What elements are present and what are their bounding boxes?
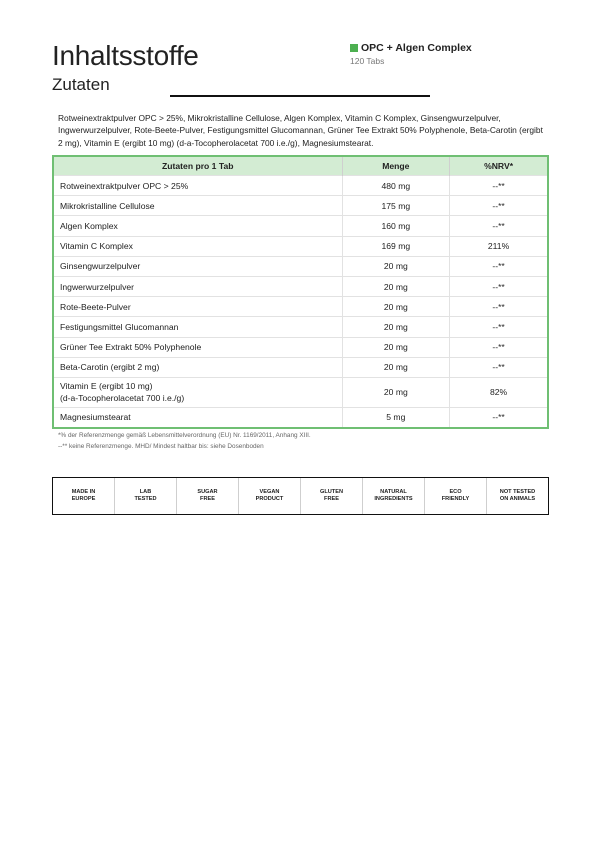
page-title: Inhaltsstoffe — [52, 40, 199, 71]
table-row — [53, 216, 548, 236]
quality-badge: MADE IN EUROPE — [71, 489, 96, 502]
ingredient-nrv: 211% — [450, 236, 548, 256]
ingredients-list: Rotweinextraktpulver OPC > 25%, Mikrokristalline Cellulose, Algen Komplex, Vitamin C Komplex, Ginsengwurzelpulver, Ingwerwurzelpulver, Rote-Beete-Pulver, Festigungsmittel Glucomannan, Grüner Tee Extrakt 50% Polyphenole, Beta-Carotin (ergibt 2 mg), Vitamin E (ergibt 10 mg) (d-a-Tocopherolacetat 700 i.e./g), Magnesiumstearat. — [58, 113, 543, 148]
quality-badge: NOT TESTED ON ANIMALS — [486, 478, 548, 514]
table-row — [53, 357, 548, 377]
ingredient-amount: 169 mg — [342, 236, 450, 256]
green-square-icon — [350, 44, 358, 52]
ingredient-name — [53, 297, 342, 317]
ingredients-table — [52, 155, 549, 429]
ingredient-nrv: --** — [450, 196, 548, 216]
ingredient-nrv: --** — [450, 256, 548, 276]
ingredient-nrv: --** — [450, 317, 548, 337]
title-divider — [170, 95, 430, 97]
table-row — [53, 236, 548, 256]
table-row — [53, 407, 548, 428]
product-quantity: 120 Tabs — [350, 56, 385, 66]
ingredient-name-text: Algen Komplex — [60, 220, 118, 231]
ingredient-name — [53, 236, 342, 256]
footnote-nrv: *% der Referenzmenge gemäß Lebensmittelverordnung (EU) Nr. 1169/2011, Anhang XIII. — [58, 432, 311, 439]
ingredient-name-detail: (d-a-Tocopherolacetat 700 i.e./g) — [60, 393, 185, 404]
product-name-row — [350, 42, 472, 54]
quality-badge: VEGAN PRODUCT — [238, 478, 300, 514]
ingredient-amount: 20 mg — [342, 256, 450, 276]
ingredient-name-text: Magnesiumstearat — [60, 412, 131, 423]
ingredient-name-text: Festigungsmittel Glucomannan — [60, 321, 179, 332]
ingredient-amount: 160 mg — [342, 216, 450, 236]
ingredient-nrv: --** — [450, 337, 548, 357]
quality-badge: SUGAR FREE — [176, 478, 238, 514]
ingredient-name — [53, 317, 342, 337]
ingredient-name — [53, 357, 342, 377]
ingredient-amount: 20 mg — [342, 377, 450, 407]
ingredient-amount: 20 mg — [342, 276, 450, 296]
ingredient-name — [53, 196, 342, 216]
ingredient-name-text: Ingwerwurzelpulver — [60, 281, 135, 292]
table-row — [53, 196, 548, 216]
ingredient-name — [53, 276, 342, 296]
product-info — [350, 42, 472, 66]
table-row — [53, 377, 548, 407]
ingredient-nrv: 82% — [450, 377, 548, 407]
table-header-row — [53, 156, 548, 176]
quality-badge: LAB TESTED — [114, 478, 176, 514]
header-ingredient: Zutaten pro 1 Tab — [53, 156, 342, 176]
quality-badge: ECO FRIENDLY — [424, 478, 486, 514]
ingredient-nrv: --** — [450, 216, 548, 236]
footnote-reference: --** keine Referenzmenge. MHD/ Mindest haltbar bis: siehe Dosenboden — [58, 443, 264, 450]
quality-badge: NATURAL INGREDIENTS — [362, 478, 424, 514]
ingredient-name — [53, 216, 342, 236]
ingredient-amount: 480 mg — [342, 176, 450, 196]
ingredient-nrv: --** — [450, 407, 548, 428]
table-row — [53, 176, 548, 196]
ingredient-amount: 20 mg — [342, 337, 450, 357]
ingredient-name-text: Beta-Carotin (ergibt 2 mg) — [60, 362, 160, 373]
ingredient-amount: 20 mg — [342, 297, 450, 317]
ingredient-nrv: --** — [450, 357, 548, 377]
ingredient-name-text: Vitamin E (ergibt 10 mg) — [60, 381, 153, 392]
page-subtitle: Zutaten — [52, 75, 110, 94]
ingredient-amount: 5 mg — [342, 407, 450, 428]
header-nrv: %NRV* — [450, 156, 548, 176]
ingredient-name-text: Grüner Tee Extrakt 50% Polyphenole — [60, 342, 202, 353]
ingredient-amount: 175 mg — [342, 196, 450, 216]
table-row — [53, 276, 548, 296]
ingredient-amount: 20 mg — [342, 357, 450, 377]
table-row — [53, 297, 548, 317]
table-row — [53, 337, 548, 357]
ingredient-nrv: --** — [450, 176, 548, 196]
table-row — [53, 256, 548, 276]
table-row — [53, 317, 548, 337]
ingredient-name-text: Rote-Beete-Pulver — [60, 301, 131, 312]
ingredient-name-text: Ginsengwurzelpulver — [60, 261, 141, 272]
ingredient-name — [53, 337, 342, 357]
ingredient-nrv: --** — [450, 276, 548, 296]
ingredient-name-text: Vitamin C Komplex — [60, 241, 133, 252]
ingredient-name — [53, 256, 342, 276]
ingredient-name-text: Rotweinextraktpulver OPC > 25% — [60, 180, 189, 191]
quality-badges — [52, 477, 549, 515]
product-name: OPC + Algen Complex — [361, 42, 472, 54]
ingredient-name — [53, 407, 342, 428]
ingredient-name — [53, 176, 342, 196]
quality-badge: GLUTEN FREE — [300, 478, 362, 514]
ingredient-amount: 20 mg — [342, 317, 450, 337]
ingredient-name-text: Mikrokristalline Cellulose — [60, 200, 155, 211]
ingredient-name — [53, 377, 342, 407]
ingredient-nrv: --** — [450, 297, 548, 317]
header-amount: Menge — [342, 156, 450, 176]
